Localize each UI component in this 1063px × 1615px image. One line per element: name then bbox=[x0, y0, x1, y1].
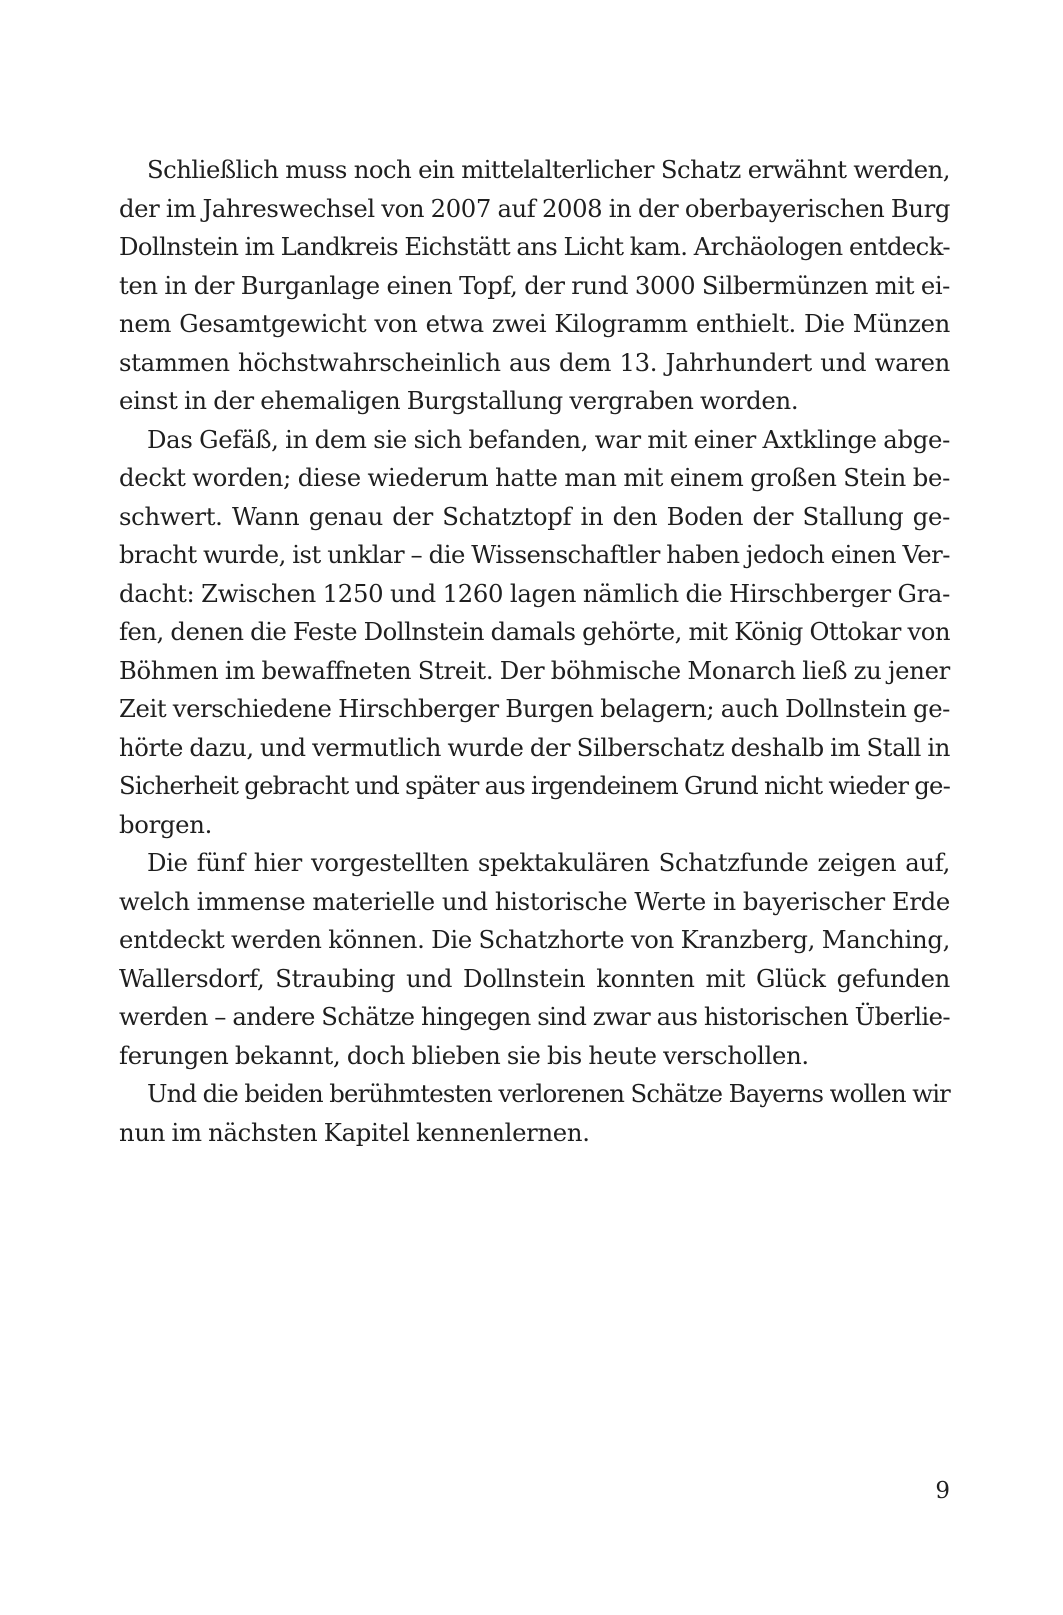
text-line: Und die beiden berühmtesten verlorenen Schätze Bayerns wollen wir bbox=[147, 1079, 950, 1108]
text-line: schwert. Wann genau der Schatztopf in den Boden der Stallung ge- bbox=[119, 501, 950, 531]
text-line: dacht: Zwischen 1250 und 1260 lagen nämlich die Hirschberger Gra- bbox=[119, 578, 950, 608]
text-line: Wallersdorf, Straubing und Dollnstein konnten mit Glück gefunden bbox=[119, 963, 950, 993]
text-line: einst in der ehemaligen Burgstallung vergraben worden. bbox=[119, 386, 799, 415]
text-line: welch immense materielle und historische Werte in bayerischer Erde bbox=[119, 886, 950, 916]
text-line: bracht wurde, ist unklar – die Wissenschaftler haben jedoch einen Ver- bbox=[119, 540, 950, 569]
text-line: Das Gefäß, in dem sie sich befanden, war mit einer Axtklinge abge- bbox=[147, 424, 950, 454]
text-line: stammen höchstwahrscheinlich aus dem 13. Jahrhundert und waren bbox=[119, 347, 950, 377]
text-line: entdeckt werden können. Die Schatzhorte von Kranzberg, Manching, bbox=[119, 925, 950, 954]
text-line: Böhmen im bewaffneten Streit. Der böhmische Monarch ließ zu jener bbox=[119, 655, 950, 685]
text-line: Zeit verschiedene Hirschberger Burgen belagern; auch Dollnstein ge- bbox=[119, 694, 950, 723]
paragraph-4 bbox=[119, 1075, 950, 1152]
paragraph-1 bbox=[119, 151, 950, 421]
paragraph-2 bbox=[119, 421, 950, 845]
text-line: hörte dazu, und vermutlich wurde der Silberschatz deshalb im Stall in bbox=[119, 732, 950, 762]
page-number: 9 bbox=[935, 1478, 950, 1504]
text-line: Dollnstein im Landkreis Eichstätt ans Licht kam. Archäologen entdeck- bbox=[119, 232, 950, 261]
text-line: ferungen bekannt, doch blieben sie bis heute verschollen. bbox=[119, 1040, 809, 1070]
text-line: Die fünf hier vorgestellten spektakulären Schatzfunde zeigen auf, bbox=[147, 848, 950, 877]
text-line: Sicherheit gebracht und später aus irgendeinem Grund nicht wieder ge- bbox=[119, 771, 950, 800]
text-line: borgen. bbox=[119, 809, 212, 839]
text-line: der im Jahreswechsel von 2007 auf 2008 in der oberbayerischen Burg bbox=[119, 193, 950, 223]
text-line: fen, denen die Feste Dollnstein damals gehörte, mit König Ottokar von bbox=[119, 617, 950, 646]
text-line: nem Gesamtgewicht von etwa zwei Kilogramm enthielt. Die Münzen bbox=[119, 309, 950, 338]
text-line: ten in der Burganlage einen Topf, der rund 3000 Silbermünzen mit ei- bbox=[119, 270, 950, 300]
paragraph-3 bbox=[119, 844, 950, 1075]
body-text bbox=[119, 151, 950, 1152]
text-line: nun im nächsten Kapitel kennenlernen. bbox=[119, 1117, 590, 1147]
text-line: werden – andere Schätze hingegen sind zwar aus historischen Überlie- bbox=[119, 1002, 950, 1031]
text-line: deckt worden; diese wiederum hatte man mit einem großen Stein be- bbox=[119, 463, 950, 492]
text-line: Schließlich muss noch ein mittelalterlicher Schatz erwähnt werden, bbox=[147, 155, 950, 184]
